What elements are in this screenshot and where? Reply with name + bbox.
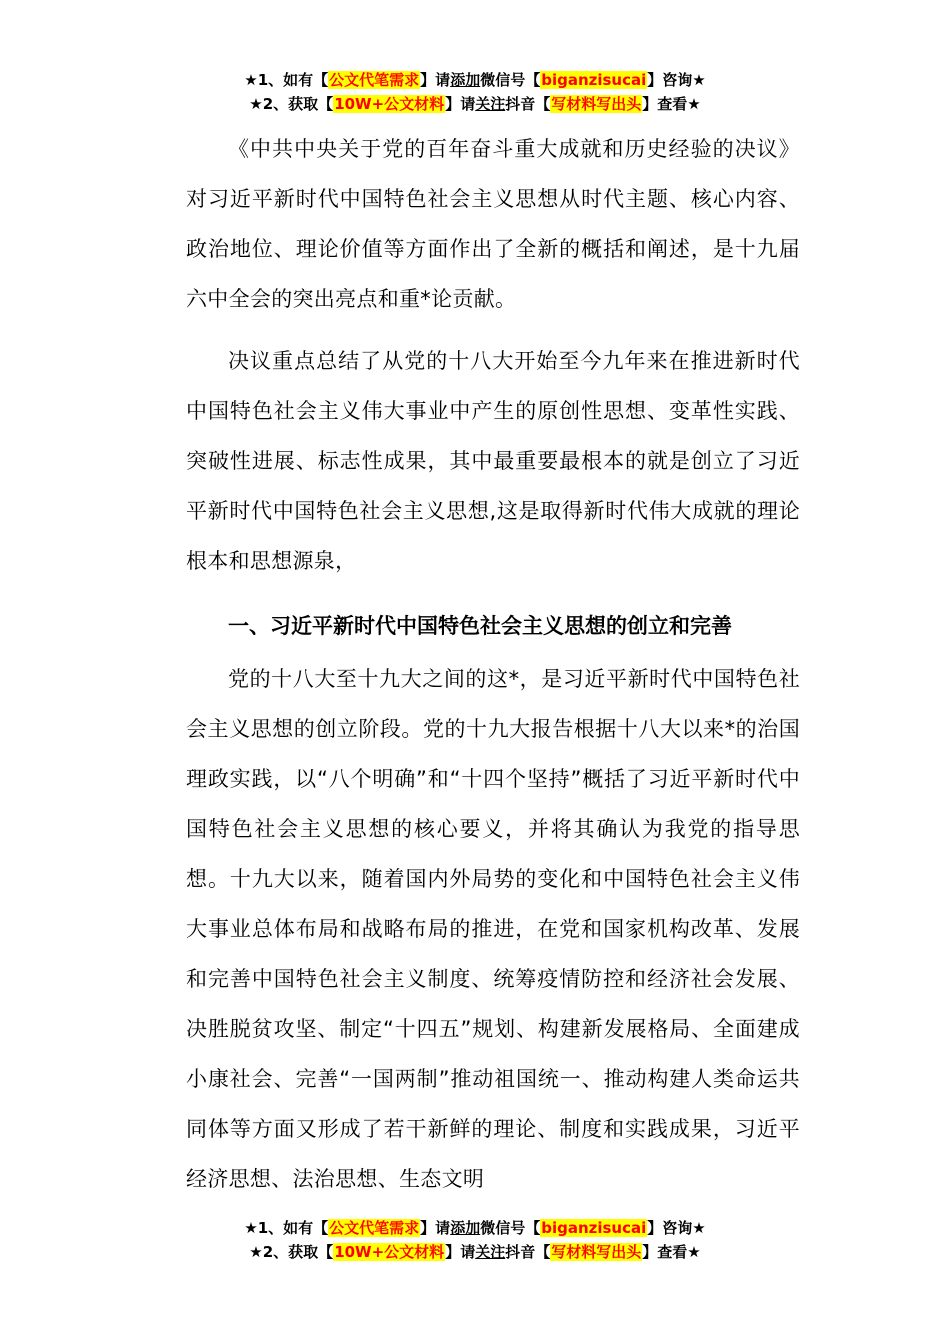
banner-text: 】请 [420, 1219, 451, 1237]
banner-text: ★2、获取【 [249, 95, 334, 113]
banner-wechat-id: biganzisucai [541, 1219, 647, 1237]
banner-text: 微信号【 [480, 71, 541, 89]
banner-text: 】请 [445, 1243, 476, 1261]
banner-highlight: 公文代笔需求 [329, 1219, 420, 1237]
banner-text: 抖音【 [505, 1243, 551, 1261]
banner-line-1 [0, 68, 950, 92]
banner-text: 】咨询★ [647, 1219, 706, 1237]
banner-line-1 [0, 1216, 950, 1240]
banner-text: 微信号【 [480, 1219, 541, 1237]
banner-highlight: 10W+公文材料 [334, 1243, 445, 1261]
banner-underlined: 添加 [450, 71, 481, 89]
section-heading-1: 一、习近平新时代中国特色社会主义思想的创立和完善 [228, 614, 732, 638]
banner-highlight: 10W+公文材料 [334, 95, 445, 113]
paragraph-3: 党的十八大至十九大之间的这*，是习近平新时代中国特色社会主义思想的创立阶段。党的十九大报告根据十八大以来*的治国理政实践，以“八个明确”和“十四个坚持”概括了习近平新时代中国特色社会主义思想的核心要义，并将其确认为我党的指导思想。十九大以来，随着国内外局势的变化和中国特色社会主义伟大事业总体布局和战略布局的推进，在党和国家机构改革、发展和完善中国特色社会主义制度、统筹疫情防控和经济社会发展、决胜脱贫攻坚、制定“十四五”规划、构建新发展格局、全面建成小康社会、完善“一国两制”推动祖国统一、推动构建人类命运共同体等方面又形成了若干新鲜的理论、制度和实践成果，习近平经济思想、法治思想、生态文明 [186, 667, 800, 1191]
banner-text: 抖音【 [505, 95, 551, 113]
banner-text: 】查看★ [642, 1243, 701, 1261]
banner-underlined: 添加 [450, 1219, 481, 1237]
banner-highlight: 公文代笔需求 [329, 71, 420, 89]
banner-wechat-id: biganzisucai [541, 71, 647, 89]
banner-text: 】咨询★ [647, 71, 706, 89]
banner-text: ★1、如有【 [244, 1219, 329, 1237]
paragraph-2: 决议重点总结了从党的十八大开始至今九年来在推进新时代中国特色社会主义伟大事业中产生的原创性思想、变革性实践、突破性进展、标志性成果，其中最重要最根本的就是创立了习近平新时代中国特色社会主义思想,这是取得新时代伟大成就的理论根本和思想源泉， [186, 349, 800, 573]
banner-douyin-id: 写材料写出头 [551, 1243, 642, 1261]
banner-underlined: 关注 [475, 1243, 506, 1261]
banner-text: 】请 [445, 95, 476, 113]
banner-text: ★2、获取【 [249, 1243, 334, 1261]
document-body [186, 124, 800, 1216]
footer-banner [0, 1216, 950, 1264]
banner-text: 】查看★ [642, 95, 701, 113]
header-banner [0, 68, 950, 116]
banner-text: 】请 [420, 71, 451, 89]
banner-line-2 [0, 1240, 950, 1264]
banner-line-2 [0, 92, 950, 116]
paragraph-1: 《中共中央关于党的百年奋斗重大成就和历史经验的决议》对习近平新时代中国特色社会主义思想从时代主题、核心内容、政治地位、理论价值等方面作出了全新的概括和阐述，是十九届六中全会的突出亮点和重*论贡献。 [186, 137, 800, 311]
banner-text: ★1、如有【 [244, 71, 329, 89]
banner-underlined: 关注 [475, 95, 506, 113]
banner-douyin-id: 写材料写出头 [551, 95, 642, 113]
